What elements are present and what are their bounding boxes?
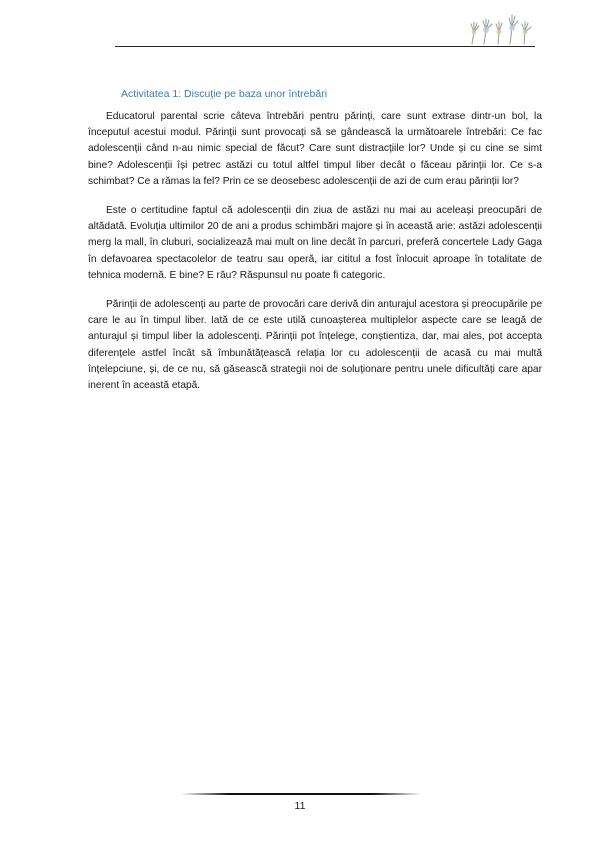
header-divider (115, 46, 535, 47)
page-number: 11 (294, 800, 306, 812)
raised-hands-logo-icon (468, 10, 536, 48)
paragraph: Educatorul parental scrie câteva întrebări pentru părinți, care sunt extrase dintr-un bol, la începutul acestui modul. Părinții sunt provocați să se gândească la următoarele întrebări: Ce fac adolescenții când n-au nimic special de făcut? Care sunt distracțiile lor? Unde și cu cine se simt bine? Adolescenții își petrec astăzi cu totul altfel timpul liber decât o făceau părinții lor. Ce s-a schimbat? Ce a rămas la fel? Prin ce se deosebesc adolescenții de azi de cum erau părinții lor? (88, 111, 542, 187)
body-text (88, 109, 542, 407)
paragraph: Este o certitudine faptul că adolescenții din ziua de astăzi nu mai au aceleași preocupări de altădată. Evoluția ultimilor 20 de ani a produs schimbări majore și în această arie: astăzi adolescenții merg la mall, în cluburi, socializează mai mult on line decât în parcuri, preferă concertele Lady Gaga în defavoarea spectacolelor de teatru sau operă, iar cititul a fost înlocuit aproape în totalitate de tehnica modernă. E bine? E rău? Răspunsul nu poate fi categoric. (88, 205, 542, 281)
paragraph: Părinții de adolescenți au parte de provocări care derivă din anturajul acestora și preocupările pe care le au în timpul liber. Iată de ce este utilă cunoașterea multiplelor aspecte care se leagă de anturajul și timpul liber la adolescenți. Părinții pot înțelege, conștientiza, dar, mai ales, pot accepta diferențele astfel încât să îmbunătățească relația lor cu adolescenții de acasă cu mai multă înțelepciune, și, de ce nu, să găsească strategii noi de soluționare pentru unele dificultăți care apar inerent în această etapă. (88, 299, 542, 392)
footer-divider (181, 793, 421, 795)
activity-title: Activitatea 1: Discuție pe baza unor întrebări (121, 88, 328, 100)
